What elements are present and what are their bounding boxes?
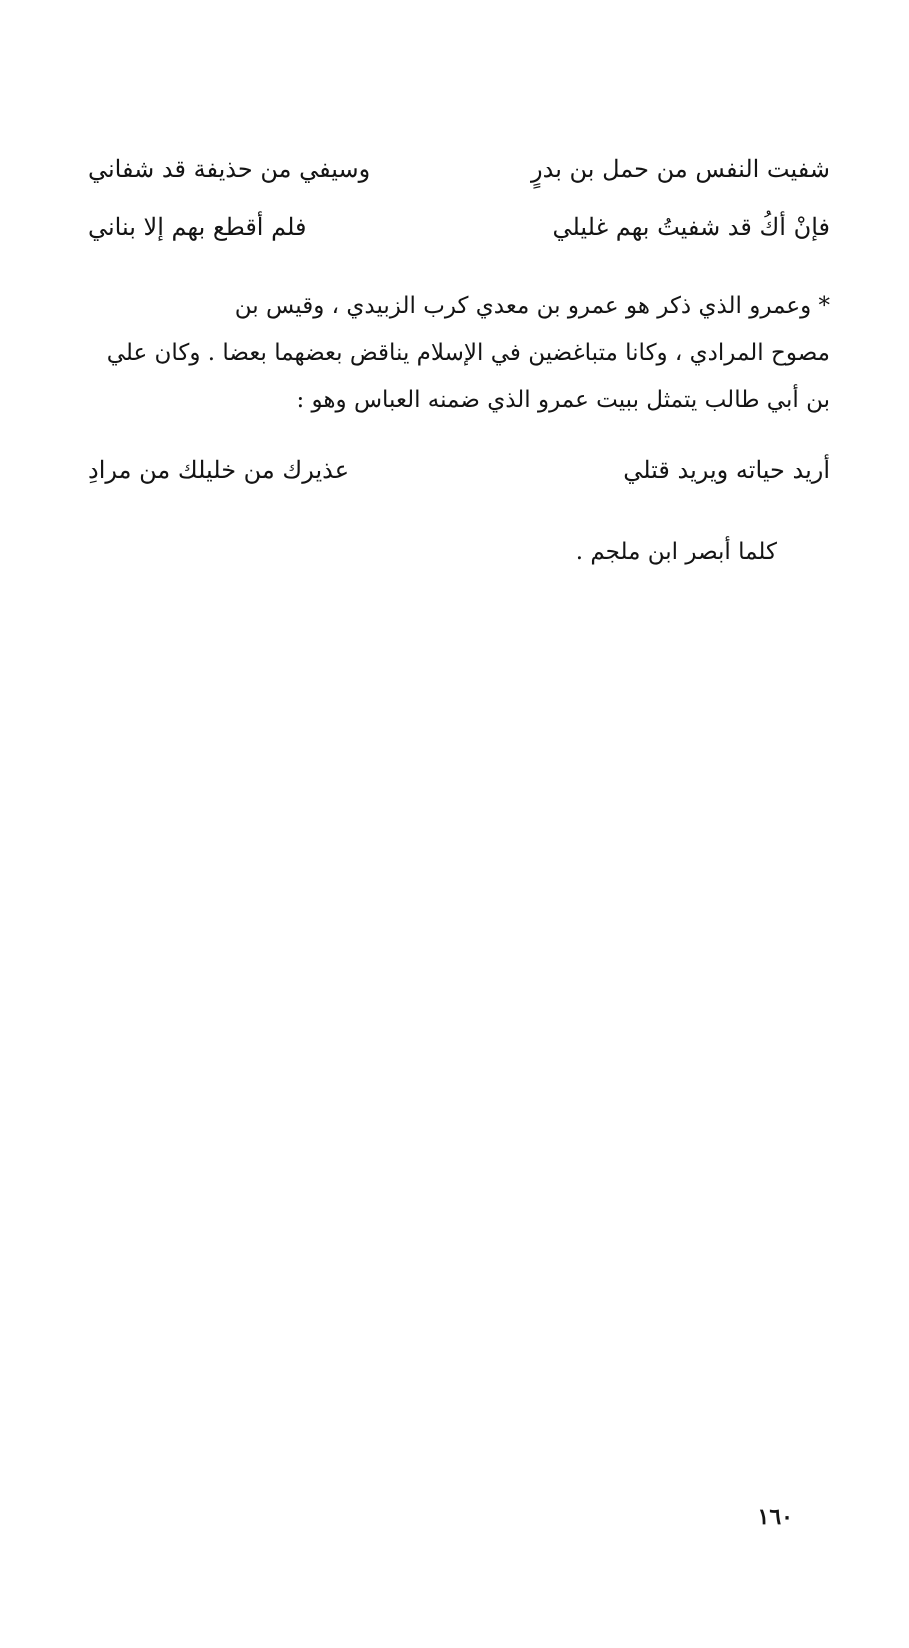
prose-line-3: بن أبي طالب يتمثل ببيت عمرو الذي ضمنه العباس وهو : bbox=[296, 387, 830, 413]
closing-line: كلما أبصر ابن ملجم . bbox=[575, 539, 777, 565]
prose-line-1: * وعمرو الذي ذكر هو عمرو بن معدي كرب الزبيدي ، وقيس بن bbox=[234, 293, 830, 319]
verse-1-second-hemistich: وسيفي من حذيفة قد شفاني bbox=[88, 155, 371, 183]
quoted-verse-second-hemistich: عذيرك من خليلك من مرادِ bbox=[88, 456, 350, 484]
verse-2-second-hemistich: فلم أقطع بهم إلا بناني bbox=[88, 213, 307, 241]
verse-line-2 bbox=[88, 205, 830, 249]
verse-line-1 bbox=[88, 147, 830, 191]
verse-2-first-hemistich: فإنْ أكُ قد شفيتُ بهم غليلي bbox=[552, 213, 830, 241]
page-number: ١٦٠ bbox=[757, 1504, 793, 1530]
quoted-verse-first-hemistich: أريد حياته ويريد قتلي bbox=[623, 456, 830, 484]
quoted-verse bbox=[88, 448, 830, 492]
prose-line-2: مصوح المرادي ، وكانا متباغضين في الإسلام يناقض بعضهما بعضا . وكان علي bbox=[106, 340, 830, 366]
verse-1-first-hemistich: شفيت النفس من حمل بن بدرٍ bbox=[531, 155, 830, 183]
prose-paragraph bbox=[66, 283, 830, 424]
